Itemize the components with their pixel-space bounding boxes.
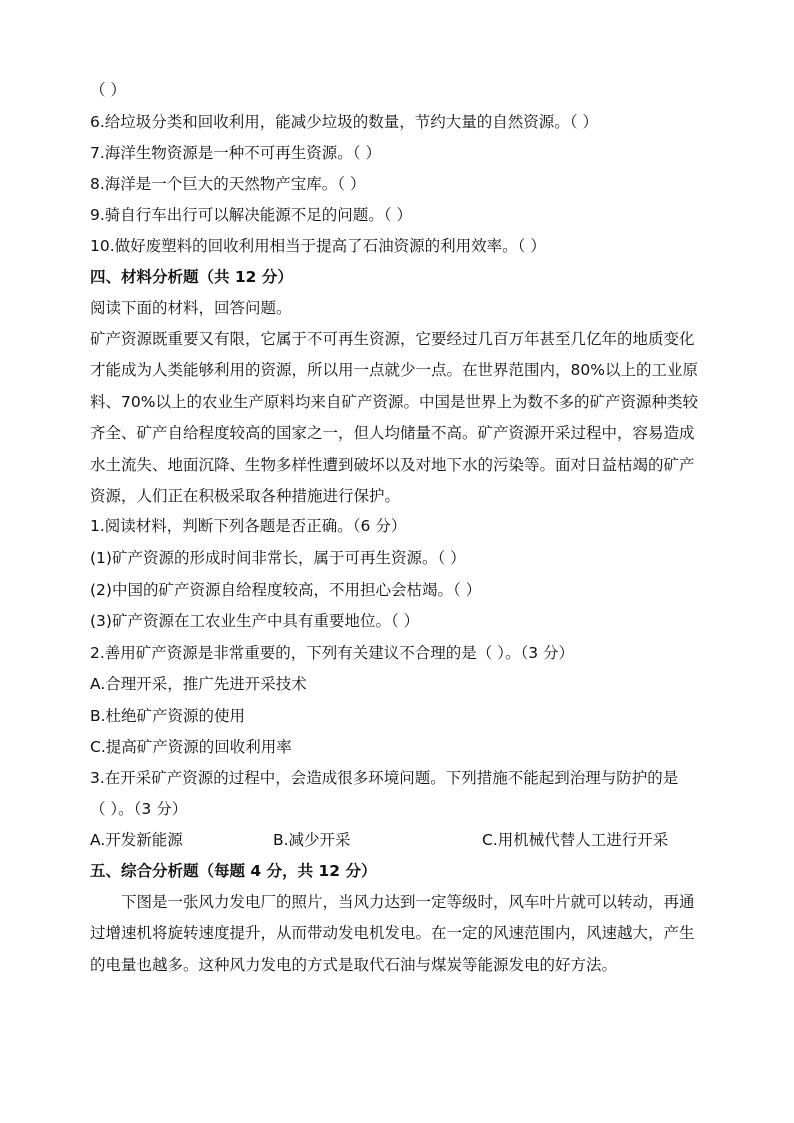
section-4-intro: 阅读下面的材料，回答问题。 [90,299,292,317]
option-4-3-b: B.减少开采 [273,831,351,849]
question-7: 7.海洋生物资源是一种不可再生资源。（ ） [90,144,381,162]
question-4-1-1: (1)矿产资源的形成时间非常长，属于可再生资源。（ ） [90,549,466,567]
section-4-heading: 四、材料分析题（共 12 分） [90,268,293,286]
question-4-3-blank: （ ）。（3 分） [90,800,188,818]
question-10: 10.做好废塑料的回收利用相当于提高了石油资源的利用效率。（ ） [90,237,546,255]
question-6: 6.给垃圾分类和回收利用，能减少垃圾的数量，节约大量的自然资源。（ ） [90,113,598,131]
answer-blank-q5: （ ） [90,81,126,99]
option-4-2-a: A.合理开采，推广先进开采技术 [90,675,307,693]
question-9: 9.骑自行车出行可以解决能源不足的问题。（ ） [90,206,412,224]
question-4-1-2: (2)中国的矿产资源自给程度较高，不用担心会枯竭。（ ） [90,581,482,599]
option-4-2-c: C.提高矿产资源的回收利用率 [90,738,292,756]
section-5-paragraph: 下图是一张风力发电厂的照片，当风力达到一定等级时，风车叶片就可以转动，再通过增速机将旋转速度提升，从而带动发电机发电。在一定的风速范围内，风速越大，产生的电量也越多。这种风力发电的方式是取代石油与煤炭等能源发电的好方法。 [90,893,695,974]
question-4-3: 3.在开采矿产资源的过程中，会造成很多环境问题。下列措施不能起到治理与防护的是 [90,769,679,787]
option-4-3-a: A.开发新能源 [90,831,183,849]
option-4-3-c: C.用机械代替人工进行开采 [482,831,669,849]
option-4-2-b: B.杜绝矿产资源的使用 [90,707,246,725]
section-5-heading: 五、综合分析题（每题 4 分，共 12 分） [90,862,377,880]
question-8: 8.海洋是一个巨大的天然物产宝库。（ ） [90,175,366,193]
question-4-1-3: (3)矿产资源在工农业生产中具有重要地位。（ ） [90,612,420,630]
question-4-2: 2.善用矿产资源是非常重要的，下列有关建议不合理的是（ ）。（3 分） [90,644,575,662]
material-paragraph: 矿产资源既重要又有限，它属于不可再生资源，它要经过几百万年甚至几亿年的地质变化才能成为人类能够利用的资源，所以用一点就少一点。在世界范围内，80%以上的工业原料、70%以上的农业生产原料均来自矿产资源。中国是世界上为数不多的矿产资源种类较齐全、矿产自给程度较高的国家之一，但人均储量不高。矿产资源开采过程中，容易造成水土流失、地面沉降、生物多样性遭到破坏以及对地下水的污染等。面对日益枯竭的矿产资源，人们正在积极采取各种措施进行保护。 [90,330,698,506]
question-4-1: 1.阅读材料，判断下列各题是否正确。（6 分） [90,517,407,535]
